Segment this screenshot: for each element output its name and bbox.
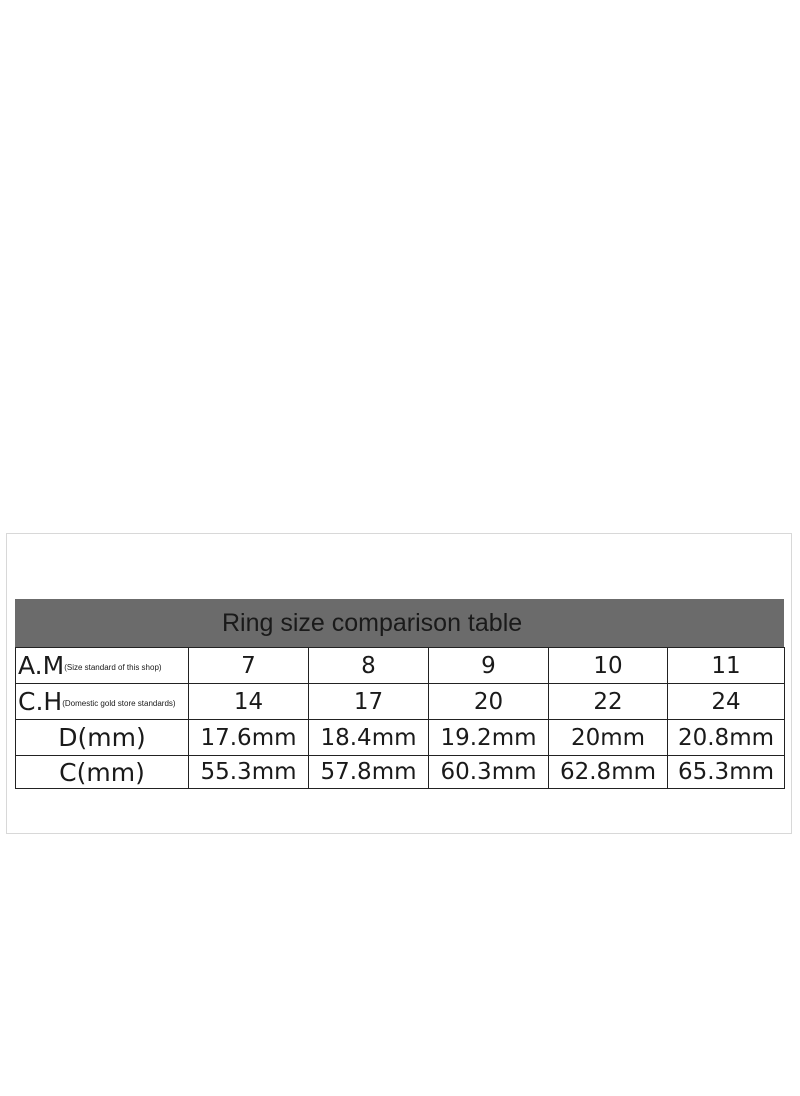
row-label: C(mm) <box>16 756 189 789</box>
cell: 17 <box>309 684 429 720</box>
size-grid <box>15 647 785 789</box>
row-label-text: A.M <box>18 651 65 680</box>
cell: 20.8mm <box>668 720 785 756</box>
cell: 24 <box>668 684 785 720</box>
cell: 10 <box>549 648 668 684</box>
cell: 17.6mm <box>189 720 309 756</box>
row-label <box>16 648 189 684</box>
cell: 60.3mm <box>429 756 549 789</box>
table-row-circumference <box>16 756 785 789</box>
ring-size-table <box>15 599 784 789</box>
cell: 7 <box>189 648 309 684</box>
cell: 20 <box>429 684 549 720</box>
cell: 65.3mm <box>668 756 785 789</box>
cell: 19.2mm <box>429 720 549 756</box>
row-note: (Domestic gold store standards) <box>62 699 176 708</box>
cell: 55.3mm <box>189 756 309 789</box>
cell: 8 <box>309 648 429 684</box>
cell: 9 <box>429 648 549 684</box>
cell: 11 <box>668 648 785 684</box>
row-label-text: C.H <box>18 687 63 716</box>
cell: 18.4mm <box>309 720 429 756</box>
cell: 62.8mm <box>549 756 668 789</box>
cell: 57.8mm <box>309 756 429 789</box>
table-title: Ring size comparison table <box>15 599 784 647</box>
cell: 22 <box>549 684 668 720</box>
row-label: D(mm) <box>16 720 189 756</box>
table-row-am <box>16 648 785 684</box>
row-note: (Size standard of this shop) <box>64 663 162 672</box>
cell: 20mm <box>549 720 668 756</box>
table-row-diameter <box>16 720 785 756</box>
table-row-ch <box>16 684 785 720</box>
cell: 14 <box>189 684 309 720</box>
row-label <box>16 684 189 720</box>
